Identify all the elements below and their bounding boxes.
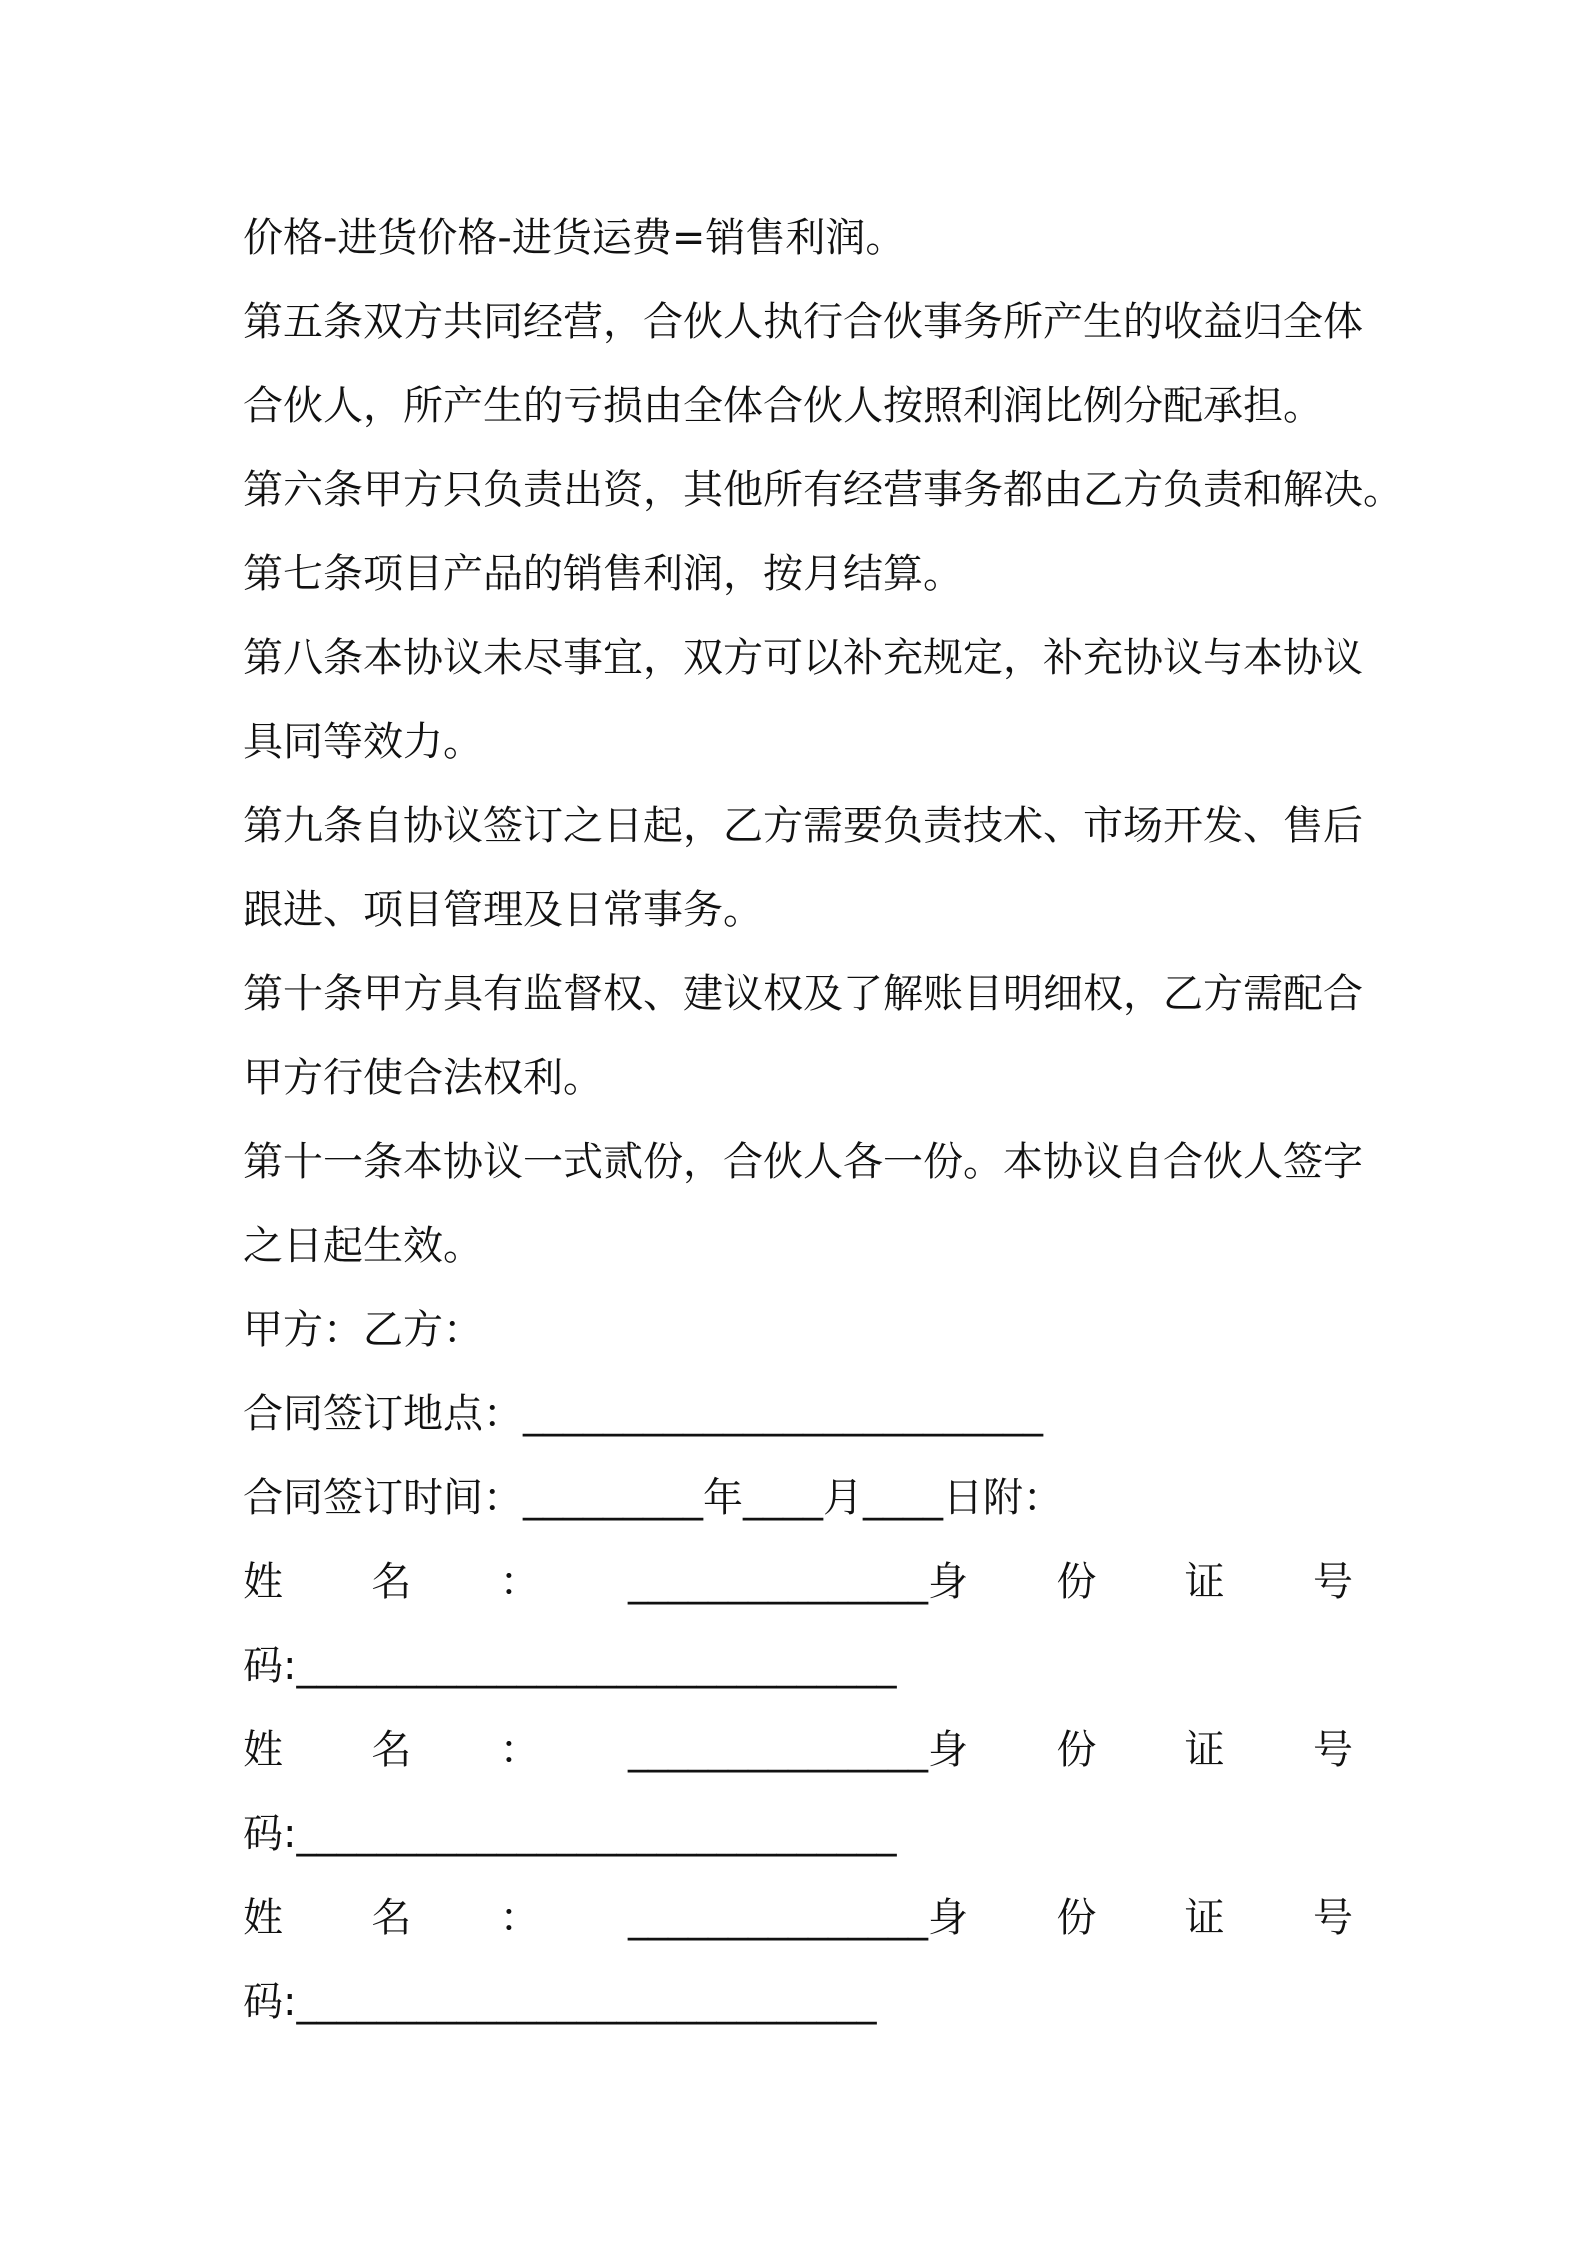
- signature-name-row: [243, 1540, 1353, 1624]
- name-blank: _______________身: [627, 1559, 968, 1605]
- name-label-char: 姓: [243, 1559, 283, 1605]
- text-line-article-8-cont: 具同等效力。: [243, 719, 483, 765]
- name-colon: ：: [499, 1559, 540, 1605]
- signing-date-line: 合同签订时间：_________年____月____日附：: [243, 1475, 1063, 1521]
- document-body: [243, 196, 1403, 2044]
- parties-line: 甲方：乙方：: [243, 1307, 483, 1353]
- id-label-char: 证: [1184, 1727, 1225, 1773]
- name-label-char: 名: [371, 1895, 412, 1941]
- text-line-article-5-cont: 合伙人，所产生的亏损由全体合伙人按照利润比例分配承担。: [243, 383, 1323, 429]
- name-label-char: 姓: [243, 1895, 283, 1941]
- id-label-char: 证: [1184, 1559, 1225, 1605]
- signature-name-row: [243, 1708, 1353, 1792]
- name-colon: ：: [499, 1727, 540, 1773]
- text-line-profit-formula: 价格-进货价格-进货运费=销售利润。: [243, 215, 906, 261]
- signature-name-row: [243, 1876, 1353, 1960]
- text-line-article-9: 第九条自协议签订之日起，乙方需要负责技术、市场开发、售后: [243, 803, 1363, 849]
- id-label-char: 份: [1056, 1895, 1097, 1941]
- id-label-char: 份: [1056, 1559, 1097, 1605]
- text-line-article-11-cont: 之日起生效。: [243, 1223, 483, 1269]
- text-line-article-8: 第八条本协议未尽事宜，双方可以补充规定，补充协议与本协议: [243, 635, 1363, 681]
- id-label-char: 证: [1184, 1895, 1225, 1941]
- signature-id-row: 码:_____________________________: [243, 1979, 877, 2025]
- name-label-char: 名: [371, 1727, 412, 1773]
- text-line-article-6: 第六条甲方只负责出资，其他所有经营事务都由乙方负责和解决。: [243, 467, 1403, 513]
- signature-id-row: 码:______________________________: [243, 1811, 897, 1857]
- name-colon: ：: [499, 1895, 540, 1941]
- id-label-char: 份: [1056, 1727, 1097, 1773]
- text-line-article-11: 第十一条本协议一式贰份，合伙人各一份。本协议自合伙人签字: [243, 1139, 1363, 1185]
- text-line-article-10-cont: 甲方行使合法权利。: [243, 1055, 603, 1101]
- text-line-article-9-cont: 跟进、项目管理及日常事务。: [243, 887, 763, 933]
- name-label-char: 名: [371, 1559, 412, 1605]
- signature-id-row: 码:______________________________: [243, 1643, 897, 1689]
- id-label-char: 号: [1312, 1727, 1353, 1773]
- signing-place-line: 合同签订地点：__________________________: [243, 1391, 1043, 1437]
- name-blank: _______________身: [627, 1895, 968, 1941]
- id-label-char: 号: [1312, 1559, 1353, 1605]
- name-blank: _______________身: [627, 1727, 968, 1773]
- id-label-char: 号: [1312, 1895, 1353, 1941]
- text-line-article-7: 第七条项目产品的销售利润，按月结算。: [243, 551, 963, 597]
- text-line-article-10: 第十条甲方具有监督权、建议权及了解账目明细权，乙方需配合: [243, 971, 1363, 1017]
- text-line-article-5: 第五条双方共同经营，合伙人执行合伙事务所产生的收益归全体: [243, 299, 1363, 345]
- name-label-char: 姓: [243, 1727, 283, 1773]
